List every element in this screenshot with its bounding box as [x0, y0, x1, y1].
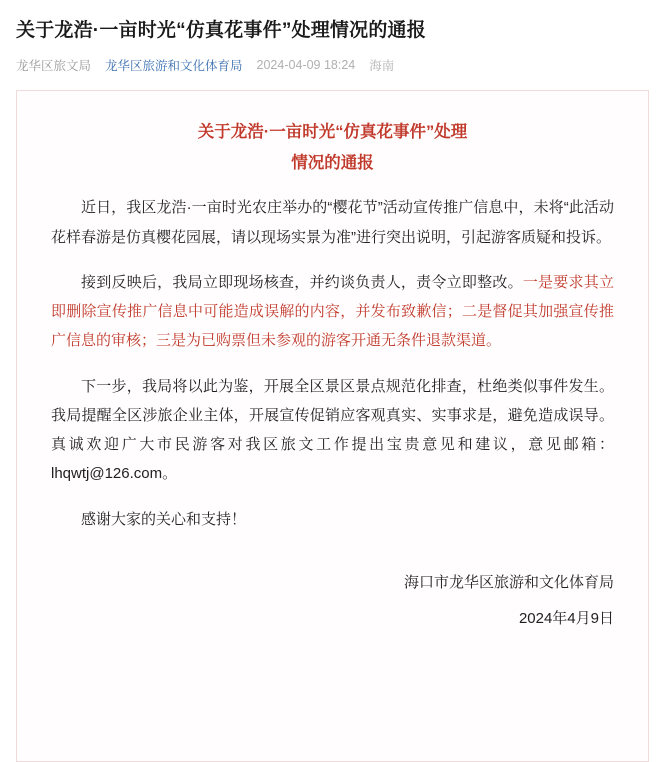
document-title-line-2: 情况的通报	[291, 153, 374, 172]
document-paragraph	[51, 372, 614, 489]
paragraph-text: 下一步，我局将以此为鉴，开展全区景区景点规范化排查，杜绝类似事件发生。我局提醒全区涉旅企业主体，开展宣传促销应客观真实、实事求是，避免造成误导。真诚欢迎广大市民游客对我区旅文工作提出宝贵意见和建议，意见邮箱：lhqwtj@126.com。	[51, 377, 614, 483]
meta-source-link[interactable]: 龙华区旅游和文化体育局	[105, 58, 243, 73]
document-paragraph	[51, 193, 614, 252]
document-title	[51, 117, 614, 180]
document-paragraph	[51, 505, 614, 534]
document-paragraph	[51, 268, 614, 356]
signature-organization: 海口市龙华区旅游和文化体育局	[403, 573, 614, 591]
paragraph-text: 感谢大家的关心和支持！	[81, 510, 247, 528]
page-title: 关于龙浩·一亩时光“仿真花事件”处理情况的通报	[16, 20, 426, 41]
article-meta	[16, 56, 651, 74]
document-body	[51, 193, 614, 534]
meta-timestamp: 2024-04-09 18:24	[256, 57, 356, 72]
emphasis-text: 一是要求其立即删除宣传推广信息中可能造成误解的内容，并发布致歉信；二是督促其加强宣传推广信息的审核；三是为已购票但未参观的游客开通无条件退款渠道。	[51, 273, 614, 350]
signature-date: 2024年4月9日	[518, 609, 614, 627]
document-title-line-1: 关于龙浩·一亩时光“仿真花事件”处理	[197, 122, 468, 141]
paragraph-text: 近日，我区龙浩·一亩时光农庄举办的“樱花节”活动宣传推广信息中，未将“此活动花样春游是仿真樱花园展，请以现场实景为准”进行突出说明，引起游客质疑和投诉。	[51, 199, 614, 246]
meta-location: 海南	[369, 58, 395, 73]
document-signature	[51, 568, 614, 634]
notice-card	[16, 90, 649, 762]
paragraph-text: 接到反映后，我局立即现场核查，并约谈负责人，责令立即整改。	[81, 273, 523, 291]
meta-source: 龙华区旅文局	[16, 58, 92, 73]
